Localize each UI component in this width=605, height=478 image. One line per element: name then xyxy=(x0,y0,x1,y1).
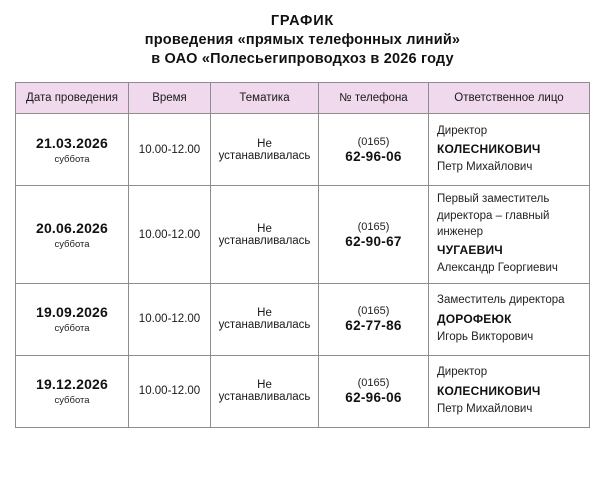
cell-time: 10.00-12.00 xyxy=(129,355,211,427)
cell-person xyxy=(429,283,590,355)
cell-person xyxy=(429,114,590,186)
cell-date xyxy=(16,114,129,186)
cell-topic: Не устанавливалась xyxy=(211,283,319,355)
cell-topic: Не устанавливалась xyxy=(211,186,319,283)
phone-number: 62-96-06 xyxy=(345,148,402,164)
person-surname: ЧУГАЕВИЧ xyxy=(437,243,503,258)
phone-area-code: (0165) xyxy=(357,220,390,233)
phone-area-code: (0165) xyxy=(357,135,390,148)
person-name: Александр Георгиевич xyxy=(437,262,558,275)
column-header-topic: Тематика xyxy=(211,83,319,114)
person-name: Петр Михайлович xyxy=(437,161,533,174)
weekday-value: суббота xyxy=(54,323,90,335)
table-header xyxy=(16,83,590,114)
cell-date xyxy=(16,355,129,427)
weekday-value: суббота xyxy=(54,238,90,250)
person-post: Заместитель директора xyxy=(437,294,565,307)
column-header-phone: № телефона xyxy=(319,83,429,114)
title-line-3: в ОАО «Полесьегипроводхоз в 2026 году xyxy=(151,51,454,68)
title-line-2: проведения «прямых телефонных линий» xyxy=(144,32,461,49)
table-row xyxy=(16,283,590,355)
cell-time: 10.00-12.00 xyxy=(129,114,211,186)
weekday-value: суббота xyxy=(54,153,90,165)
phone-area-code: (0165) xyxy=(357,377,390,390)
column-header-time: Время xyxy=(129,83,211,114)
table-body xyxy=(16,114,590,427)
person-surname: КОЛЕСНИКОВИЧ xyxy=(437,383,541,398)
phone-area-code: (0165) xyxy=(357,305,390,318)
person-post: Первый заместитель директора – главный инженер xyxy=(437,193,550,239)
person-surname: ДОРОФЕЮК xyxy=(437,311,512,326)
cell-phone xyxy=(319,114,429,186)
cell-person xyxy=(429,355,590,427)
table-row xyxy=(16,114,590,186)
column-header-person: Ответственное лицо xyxy=(429,83,590,114)
phone-number: 62-90-67 xyxy=(345,233,402,249)
date-value: 20.06.2026 xyxy=(35,219,109,236)
person-post: Директор xyxy=(437,125,488,138)
phone-number: 62-96-06 xyxy=(345,390,402,406)
table-row xyxy=(16,355,590,427)
title-line-1: ГРАФИК xyxy=(270,13,335,29)
cell-phone xyxy=(319,186,429,283)
table-header-row xyxy=(16,83,590,114)
cell-time: 10.00-12.00 xyxy=(129,283,211,355)
date-value: 19.12.2026 xyxy=(35,376,109,393)
document-title xyxy=(0,0,605,69)
weekday-value: суббота xyxy=(54,395,90,407)
cell-person xyxy=(429,186,590,283)
person-name: Игорь Викторович xyxy=(437,330,534,343)
cell-topic: Не устанавливалась xyxy=(211,355,319,427)
cell-topic: Не устанавливалась xyxy=(211,114,319,186)
column-header-date: Дата проведения xyxy=(16,83,129,114)
cell-phone xyxy=(319,283,429,355)
cell-phone xyxy=(319,355,429,427)
date-value: 19.09.2026 xyxy=(35,304,109,321)
phone-number: 62-77-86 xyxy=(345,318,402,334)
person-name: Петр Михайлович xyxy=(437,402,533,415)
person-post: Директор xyxy=(437,366,488,379)
cell-date xyxy=(16,186,129,283)
schedule-table xyxy=(15,82,590,427)
person-surname: КОЛЕСНИКОВИЧ xyxy=(437,142,541,157)
table-row xyxy=(16,186,590,283)
date-value: 21.03.2026 xyxy=(35,134,109,151)
cell-time: 10.00-12.00 xyxy=(129,186,211,283)
cell-date xyxy=(16,283,129,355)
